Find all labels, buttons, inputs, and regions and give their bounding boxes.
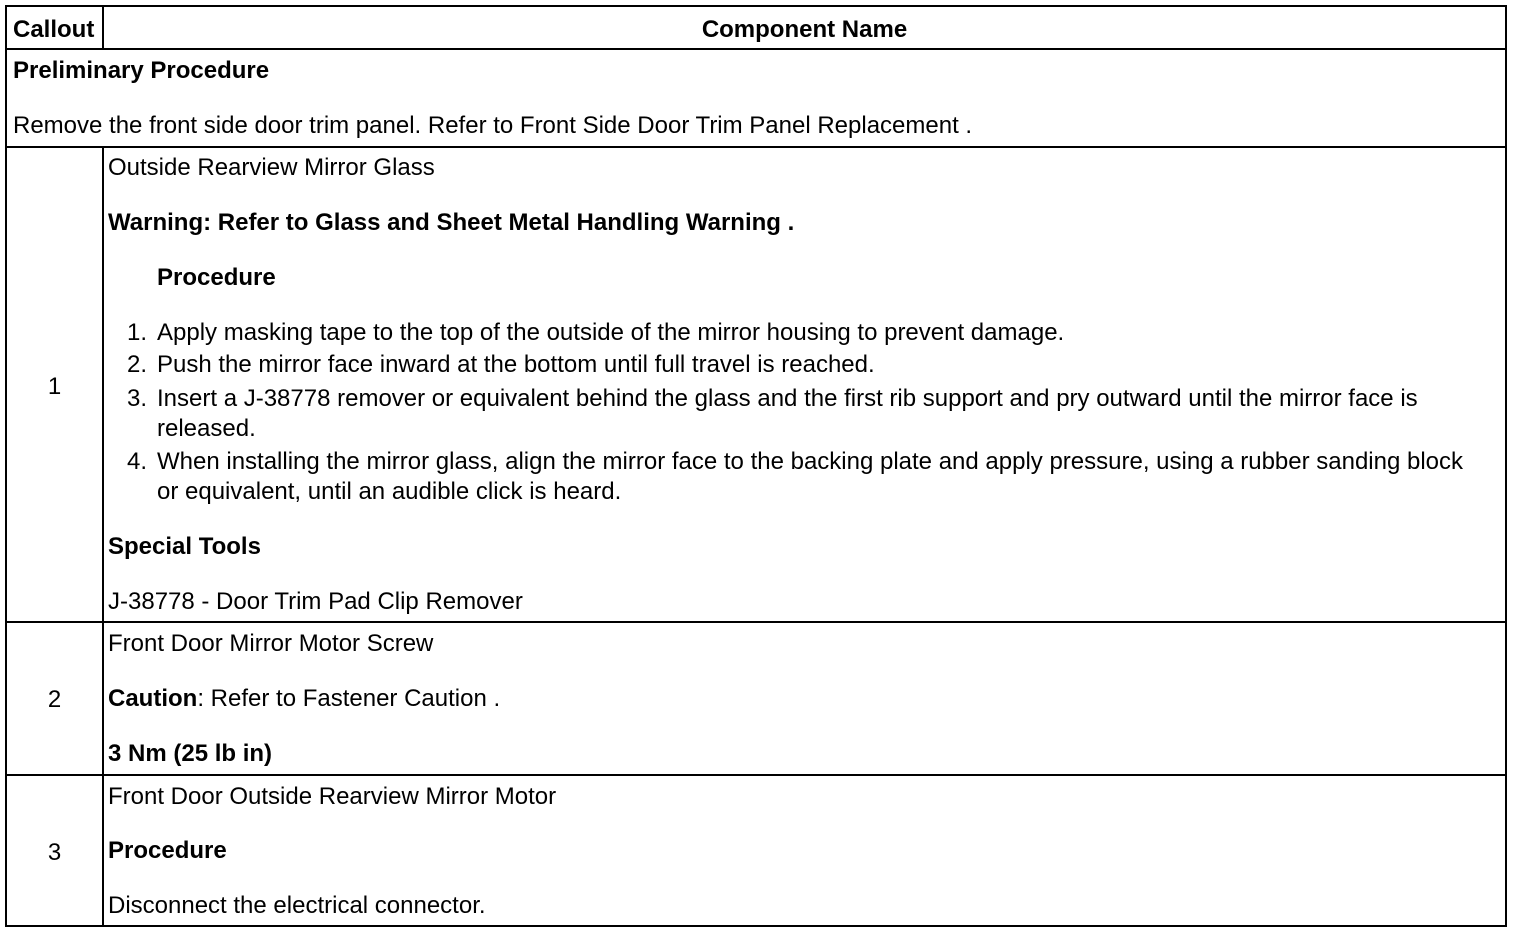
header-callout: Callout (13, 16, 95, 43)
callout-column-divider (102, 146, 104, 927)
preliminary-text: Remove the front side door trim panel. Refer to Front Side Door Trim Panel Replacement . (13, 112, 973, 139)
special-tools-title: Special Tools (108, 533, 261, 560)
step-number: 2. (126, 351, 147, 378)
component-name: Outside Rearview Mirror Glass (108, 154, 435, 181)
step-number: 4. (126, 448, 147, 475)
step-text: Push the mirror face inward at the bottom until full travel is reached. (157, 351, 875, 378)
callout-number: 3 (47, 839, 62, 866)
preliminary-title: Preliminary Procedure (13, 57, 270, 84)
caution-label: Caution (108, 685, 198, 712)
procedure-title: Procedure (108, 837, 227, 864)
step-text: Apply masking tape to the top of the outside of the mirror housing to prevent damage. (157, 319, 1065, 346)
caution-line (108, 684, 500, 714)
component-table (5, 5, 1507, 927)
component-name: Front Door Mirror Motor Screw (108, 630, 434, 657)
torque-spec: 3 Nm (25 lb in) (108, 740, 273, 767)
caution-text: : Refer to Fastener Caution . (197, 685, 501, 712)
callout-number: 2 (47, 686, 62, 713)
row-divider (7, 48, 1505, 50)
row-divider (7, 146, 1505, 148)
step-text: When installing the mirror glass, align the mirror face to the backing plate and apply pressure, using a rubber sanding block or equivalent, until an audible click is heard. (157, 448, 1464, 505)
row-divider (7, 774, 1505, 776)
header-component-name: Component Name (701, 16, 908, 43)
step-number: 3. (126, 385, 147, 412)
callout-number: 1 (47, 373, 62, 400)
warning-text: Warning: Refer to Glass and Sheet Metal Handling Warning . (108, 209, 795, 236)
step-text: Insert a J-38778 remover or equivalent behind the glass and the first rib support and pry outward until the mirror face is released. (157, 385, 1418, 442)
header-divider (102, 7, 104, 48)
component-name: Front Door Outside Rearview Mirror Motor (108, 783, 557, 810)
procedure-title: Procedure (157, 264, 276, 291)
procedure-text: Disconnect the electrical connector. (108, 892, 486, 919)
special-tools-text: J-38778 - Door Trim Pad Clip Remover (108, 588, 523, 615)
row-divider (7, 621, 1505, 623)
step-number: 1. (126, 319, 147, 346)
